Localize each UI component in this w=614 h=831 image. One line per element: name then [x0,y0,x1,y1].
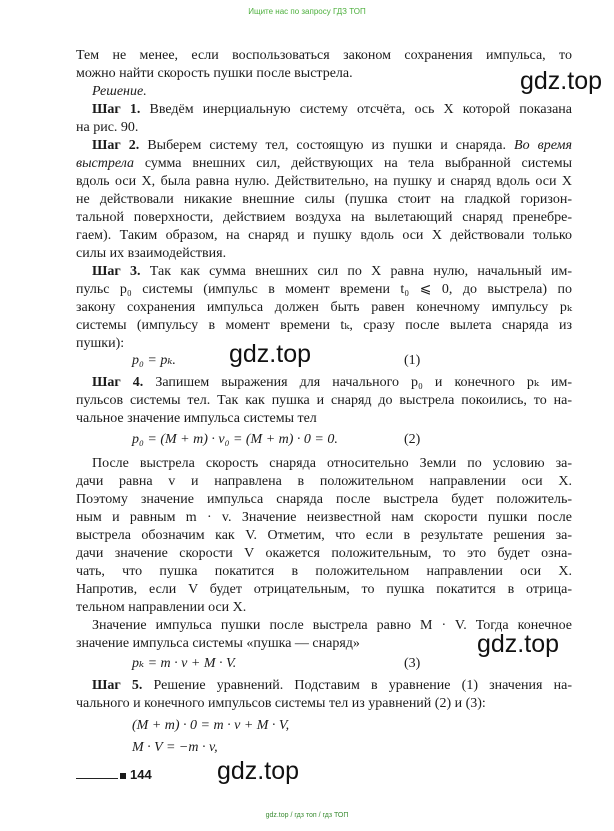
step2-line-2 [76,155,572,173]
solution-label: Решение. [92,84,147,99]
step2-line-6: гаем). Таким образом, на снаряд и пушку вдоль оси X действовали только [76,228,572,243]
step3-line-3: закону сохранения импульса должен быть равен конечному импульсу pₖ [76,300,572,315]
watermark-bottom: gdz.top [217,757,300,785]
step1-line-2: на рис. 90. [76,120,139,135]
equation-4: (M + m) · 0 = m · v + M · V, [132,718,290,733]
step2-line-1 [92,137,572,155]
page-number: 144 [130,767,152,782]
equation-2: p₀ = (M + m) · v₀ = (M + m) · 0 = 0. [132,432,338,447]
after-shot-line-9: тельном направлении оси X. [76,600,247,615]
equation-2-number: (2) [404,432,421,447]
step5-line-1 [92,677,572,695]
step5-text: Решение уравнений. Подставим в уравнение (1) значения на- [153,678,573,693]
bottom-banner[interactable]: gdz.top / гдз топ / гдз ТОП [265,812,349,819]
step3-label: Шаг 3. [92,264,141,279]
top-banner[interactable]: Ищите нас по запросу ГДЗ ТОП [248,7,366,16]
after-shot-line-8: Напротив, если V будет отрицательным, то пушка покатится в отрица- [76,582,572,597]
watermark-middle: gdz.top [229,340,312,368]
step5-label: Шаг 5. [92,678,143,693]
step5-line-2: чального и конечного импульсов системы тел из уравнений (2) и (3): [76,696,486,711]
step2-text-2: сумма внешних сил, действующих на тела выбранной системы [144,156,573,171]
step4-line-2: пульсов системы тел. Так как пушка и снаряд до выстрела покоились, то на- [76,393,572,408]
gun-momentum-line-1: Значение импульса пушки после выстрела равно M · V. Тогда конечное [92,618,572,633]
step2-line-3: вдоль оси X, была равна нулю. Действительно, на пушку и снаряд вдоль оси X [76,174,572,189]
step2-text: Выберем систему тел, состоящую из пушки и снаряда. [147,138,506,153]
step2-line-4: не действовали никакие внешние силы (пушка стоит на гладкой горизон- [76,192,572,207]
step1-text: Введём инерциальную систему отсчёта, ось X которой показана [149,102,573,117]
equation-1-number: (1) [404,353,421,368]
page-number-rule [76,778,118,779]
step4-line-1 [92,374,572,392]
gun-momentum-line-2: значение импульса системы «пушка — снаряд» [76,636,360,651]
step1-line-1 [92,101,572,119]
step3-line-5: пушки): [76,336,125,351]
step2-italic: Во время [514,138,572,153]
watermark-top-right: gdz.top [520,67,603,95]
after-shot-line-1: После выстрела скорость снаряда относительно Земли по условию за- [92,456,572,471]
after-shot-line-7: чать, что пушка покатится в положительном направлении оси X. [76,564,572,579]
watermark-lower-right: gdz.top [477,630,560,658]
step4-line-3: чальное значение импульса системы тел [76,411,317,426]
after-shot-line-4: ным и равным m · v. Значение неизвестной нам скорости пушки после [76,510,572,525]
step3-line-2: пульс p₀ системы (импульс в момент времени t₀ ⩽ 0, до выстрела) по [76,282,572,297]
step4-label: Шаг 4. [92,375,144,390]
step2-italic-2: выстрела [76,156,135,171]
equation-1: p₀ = pₖ. [132,353,176,368]
step2-line-5: тальной поверхности, действием воздуха на вылетающий снаряд пренебре- [76,210,572,225]
step3-text: Так как сумма внешних сил по X равна нулю, начальный им- [149,264,572,279]
step2-line-7: силы их взаимодействия. [76,246,227,261]
after-shot-line-6: дачи значение скорости V окажется положительным, то это будет озна- [76,546,572,561]
after-shot-line-2: дачи равна v и направлена в положительном направлении оси X. [76,474,572,489]
step4-text: Запишем выражения для начального p₀ и конечного pₖ им- [155,375,573,390]
after-shot-line-3: Поэтому значение импульса снаряда после выстрела будет положитель- [76,492,572,507]
equation-3: pₖ = m · v + M · V. [132,656,237,671]
after-shot-line-5: выстрела обозначим как V. Отметим, что если в результате решения за- [76,528,572,543]
intro-line-1: Тем не менее, если воспользоваться законом сохранения импульса, то [76,48,572,63]
equation-3-number: (3) [404,656,421,671]
step3-line-1 [92,263,572,281]
equation-5: M · V = −m · v, [132,740,218,755]
page-number-marker [120,773,126,779]
intro-line-2: можно найти скорость пушки после выстрела. [76,66,353,81]
step2-label: Шаг 2. [92,138,140,153]
step1-label: Шаг 1. [92,102,141,117]
step3-line-4: системы (импульсу в момент времени tₖ, сразу после вылета снаряда из [76,318,572,333]
